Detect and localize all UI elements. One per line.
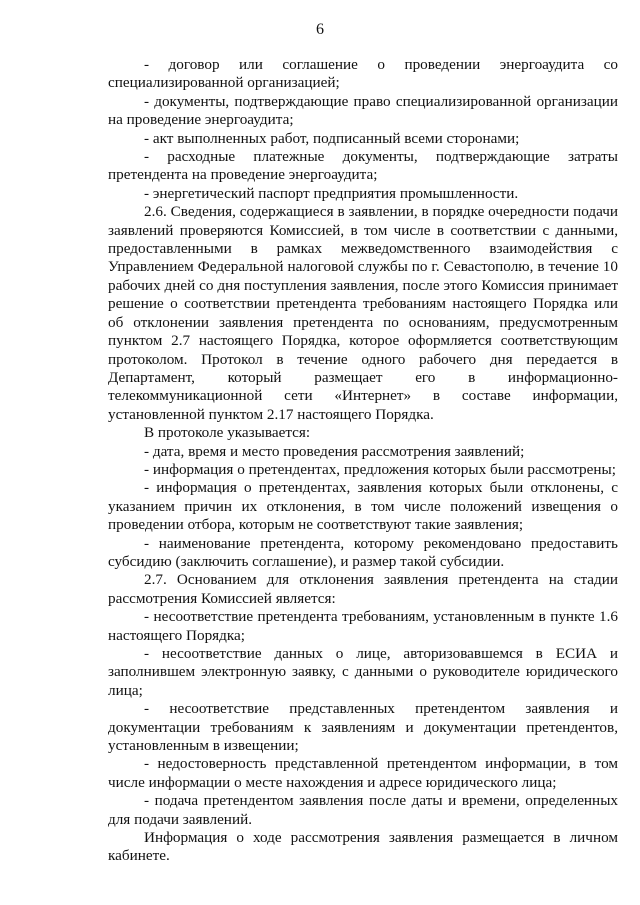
paragraph-reason-documentation: - несоответствие представленных претендентом заявления и документации требованиям к заявлениям и документации претендентов, установленным в извещении; — [108, 700, 618, 755]
paragraph-work-acceptance-act: - акт выполненных работ, подписанный всеми сторонами; — [144, 129, 520, 147]
paragraph-protocol-intro: В протоколе указывается: — [144, 424, 311, 442]
page-number: 6 — [316, 21, 324, 38]
paragraph-clause-2-7: 2.7. Основанием для отклонения заявления претендента на стадии рассмотрения Комиссией является: — [108, 571, 618, 607]
paragraph-protocol-reviewed-applicants: - информация о претендентах, предложения которых были рассмотрены; — [144, 460, 616, 478]
paragraph-energy-passport: - энергетический паспорт предприятия промышленности. — [144, 184, 519, 202]
paragraph-protocol-rejected-applicants: - информация о претендентах, заявления которых были отклонены, с указанием причин их отклонения, в том числе положений извещения о проведении отбора, которым не соответствуют такие заявления; — [108, 479, 618, 534]
paragraph-energy-audit-contract: - договор или соглашение о проведении энергоаудита со специализированной организацией; — [108, 56, 618, 92]
paragraph-protocol-date-time: - дата, время и место проведения рассмотрения заявлений; — [144, 442, 525, 460]
paragraph-reason-requirements: - несоответствие претендента требованиям, установленным в пункте 1.6 настоящего Порядка; — [108, 608, 618, 644]
paragraph-reason-false-information: - недостоверность представленной претендентом информации, в том числе информации о месте нахождения и адресе юридического лица; — [108, 755, 618, 791]
document-body — [108, 56, 618, 866]
paragraph-personal-cabinet: Информация о ходе рассмотрения заявления размещается в личном кабинете. — [108, 829, 618, 865]
paragraph-reason-late-submission: - подача претендентом заявления после даты и времени, определенных для подачи заявлений. — [108, 792, 618, 828]
paragraph-reason-esia-mismatch: - несоответствие данных о лице, авторизовавшемся в ЕСИА и заполнившем электронную заявку, с данными о руководителе юридического лица; — [108, 645, 618, 699]
paragraph-protocol-recommended-applicant: - наименование претендента, которому рекомендовано предоставить субсидию (заключить соглашение), и размер такой субсидии. — [108, 534, 618, 570]
paragraph-clause-2-6: 2.6. Сведения, содержащиеся в заявлении, в порядке очередности подачи заявлений проверяются Комиссией, в том числе в соответствии с данными, предоставленными в рамках межведомственного взаимодействия с Управлением Федеральной налоговой службы по г. Севастополю, в течение 10 рабочих дней со дня поступления заявления, после этого Комиссия принимает решение о соответствии претендента требованиям настоящего Порядка или об отклонении заявления претендента по основаниям, предусмотренным пунктом 2.7 настоящего Порядка, которое оформляется соответствующим протоколом. Протокол в течение одного рабочего дня передается в Департамент, который размещает его в информационно-телекоммуникационной сети «Интернет» в составе информации, установленной пунктом 2.17 настоящего Порядка. — [108, 203, 618, 423]
paragraph-payment-documents: - расходные платежные документы, подтверждающие затраты претендента на проведение энергоаудита; — [108, 148, 618, 184]
paragraph-specialized-org-documents: - документы, подтверждающие право специализированной организации на проведение энергоаудита; — [108, 92, 618, 129]
